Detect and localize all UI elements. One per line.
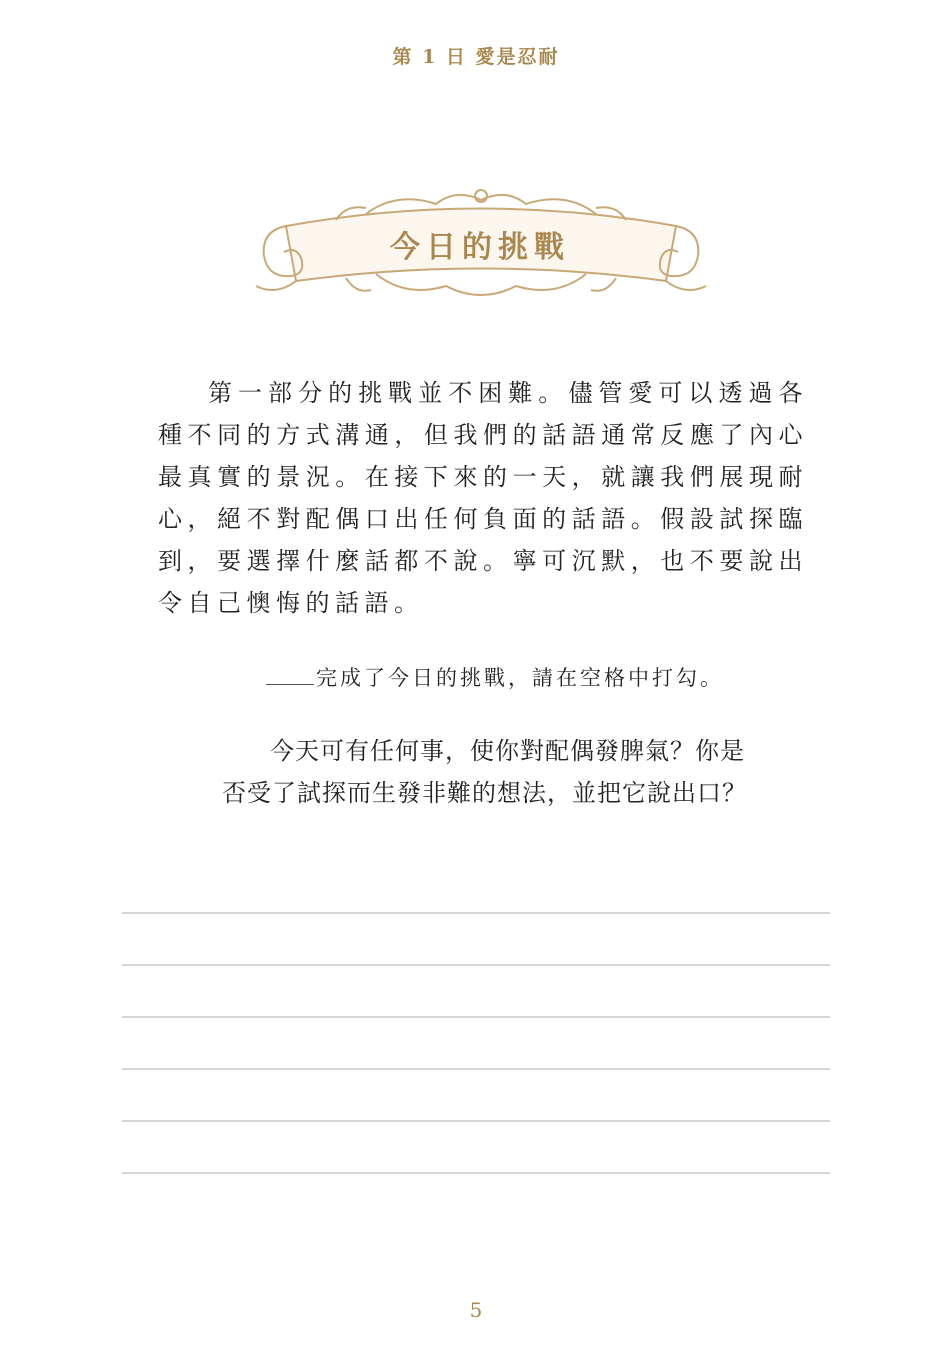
writing-line[interactable] [122, 964, 830, 1016]
page-number: 5 [469, 1298, 483, 1322]
challenge-paragraph: 第一部分的挑戰並不困難。儘管愛可以透過各種不同的方式溝通，但我們的話語通常反應了內心最真實的景況。在接下來的一天，就讓我們展現耐心，絕不對配偶口出任何負面的話語。假設試探臨到，要選擇什麼話都不說。寧可沉默，也不要說出令自己懊悔的話語。 [158, 379, 808, 617]
writing-line[interactable] [122, 1068, 830, 1120]
checkbox-row [266, 662, 826, 692]
writing-line[interactable] [122, 912, 830, 964]
check-blank[interactable] [266, 666, 314, 685]
checkbox-prompt: 完成了今日的挑戰，請在空格中打勾。 [316, 666, 724, 690]
writing-line[interactable] [122, 1016, 830, 1068]
writing-lines [122, 912, 830, 1224]
question-paragraph: 今天可有任何事，使你對配偶發脾氣？你是否受了試探而生發非難的想法，並把它說出口？ [222, 737, 747, 807]
writing-line[interactable] [122, 1172, 830, 1224]
section-title: 今日的挑戰 [390, 230, 570, 265]
page-header: 第 1 日 愛是忍耐 [392, 46, 560, 68]
writing-line[interactable] [122, 1120, 830, 1172]
